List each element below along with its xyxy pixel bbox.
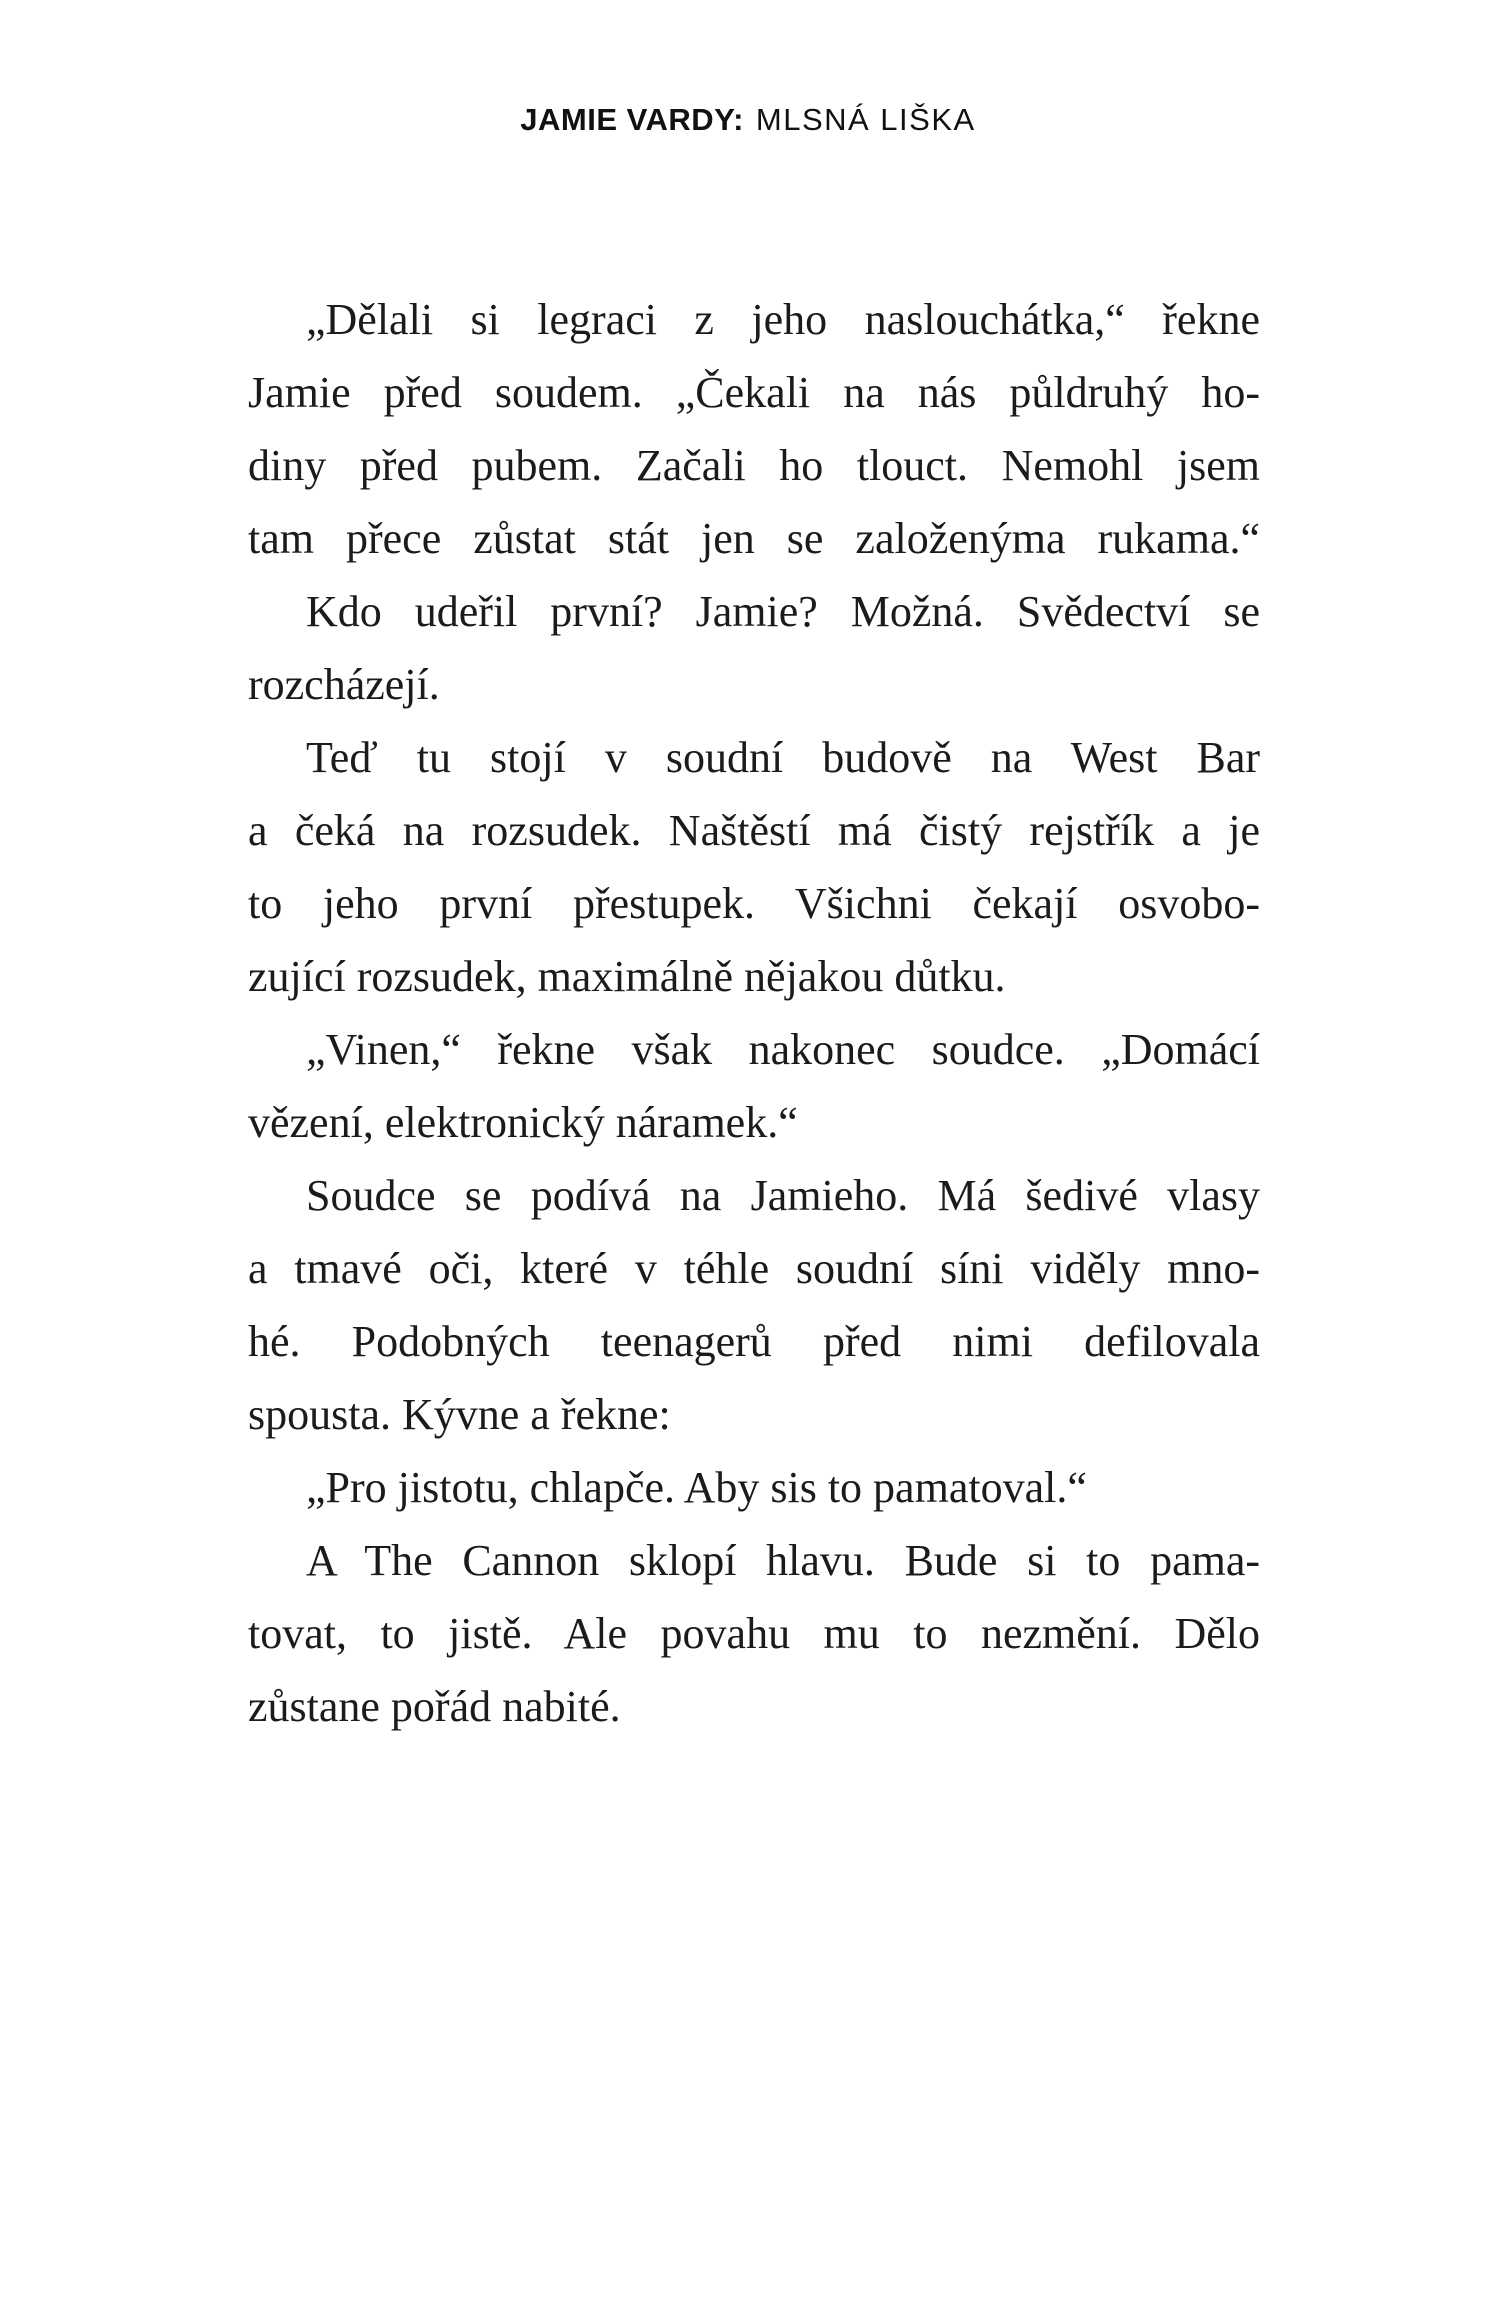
text-line: A The Cannon sklopí hlavu. Bude si to pama-: [306, 1536, 1260, 1585]
text-line: hé. Podobných teenagerů před nimi defilovala: [248, 1317, 1260, 1366]
book-title-bold: JAMIE VARDY:: [520, 102, 744, 137]
text-line: tam přece zůstat stát jen se založenýma rukama.“: [248, 514, 1260, 563]
text-line: vězení, elektronický náramek.“: [248, 1098, 798, 1147]
text-line: „Dělali si legraci z jeho naslouchátka,“ řekne: [306, 295, 1260, 344]
text-line: tovat, to jistě. Ale povahu mu to nezmění. Dělo: [248, 1609, 1260, 1658]
text-line: Soudce se podívá na Jamieho. Má šedivé vlasy: [306, 1171, 1260, 1220]
text-line: spousta. Kývne a řekne:: [248, 1390, 671, 1439]
running-header: [0, 102, 1496, 138]
paragraph-1: [248, 283, 1260, 575]
text-line: zůstane pořád nabité.: [248, 1682, 621, 1731]
text-line: Kdo udeřil první? Jamie? Možná. Svědectví se: [306, 587, 1260, 636]
body-text: [248, 283, 1260, 1743]
paragraph-7: [248, 1524, 1260, 1743]
paragraph-2: [248, 575, 1260, 721]
text-line: rozcházejí.: [248, 660, 440, 709]
text-line: diny před pubem. Začali ho tlouct. Nemohl jsem: [248, 441, 1260, 490]
paragraph-3: [248, 721, 1260, 1013]
text-line: zující rozsudek, maximálně nějakou důtku.: [248, 952, 1006, 1001]
text-line: to jeho první přestupek. Všichni čekají osvobo-: [248, 879, 1260, 928]
paragraph-6: [248, 1451, 1260, 1524]
text-line: „Pro jistotu, chlapče. Aby sis to pamatoval.“: [306, 1463, 1087, 1512]
book-title-light: MLSNÁ LIŠKA: [755, 102, 976, 137]
paragraph-4: [248, 1013, 1260, 1159]
text-line: „Vinen,“ řekne však nakonec soudce. „Domácí: [306, 1025, 1260, 1074]
text-line: a tmavé oči, které v téhle soudní síni viděly mno-: [248, 1244, 1260, 1293]
text-line: a čeká na rozsudek. Naštěstí má čistý rejstřík a je: [248, 806, 1260, 855]
text-line: Teď tu stojí v soudní budově na West Bar: [306, 733, 1260, 782]
paragraph-5: [248, 1159, 1260, 1451]
text-line: Jamie před soudem. „Čekali na nás půldruhý ho-: [248, 368, 1260, 417]
